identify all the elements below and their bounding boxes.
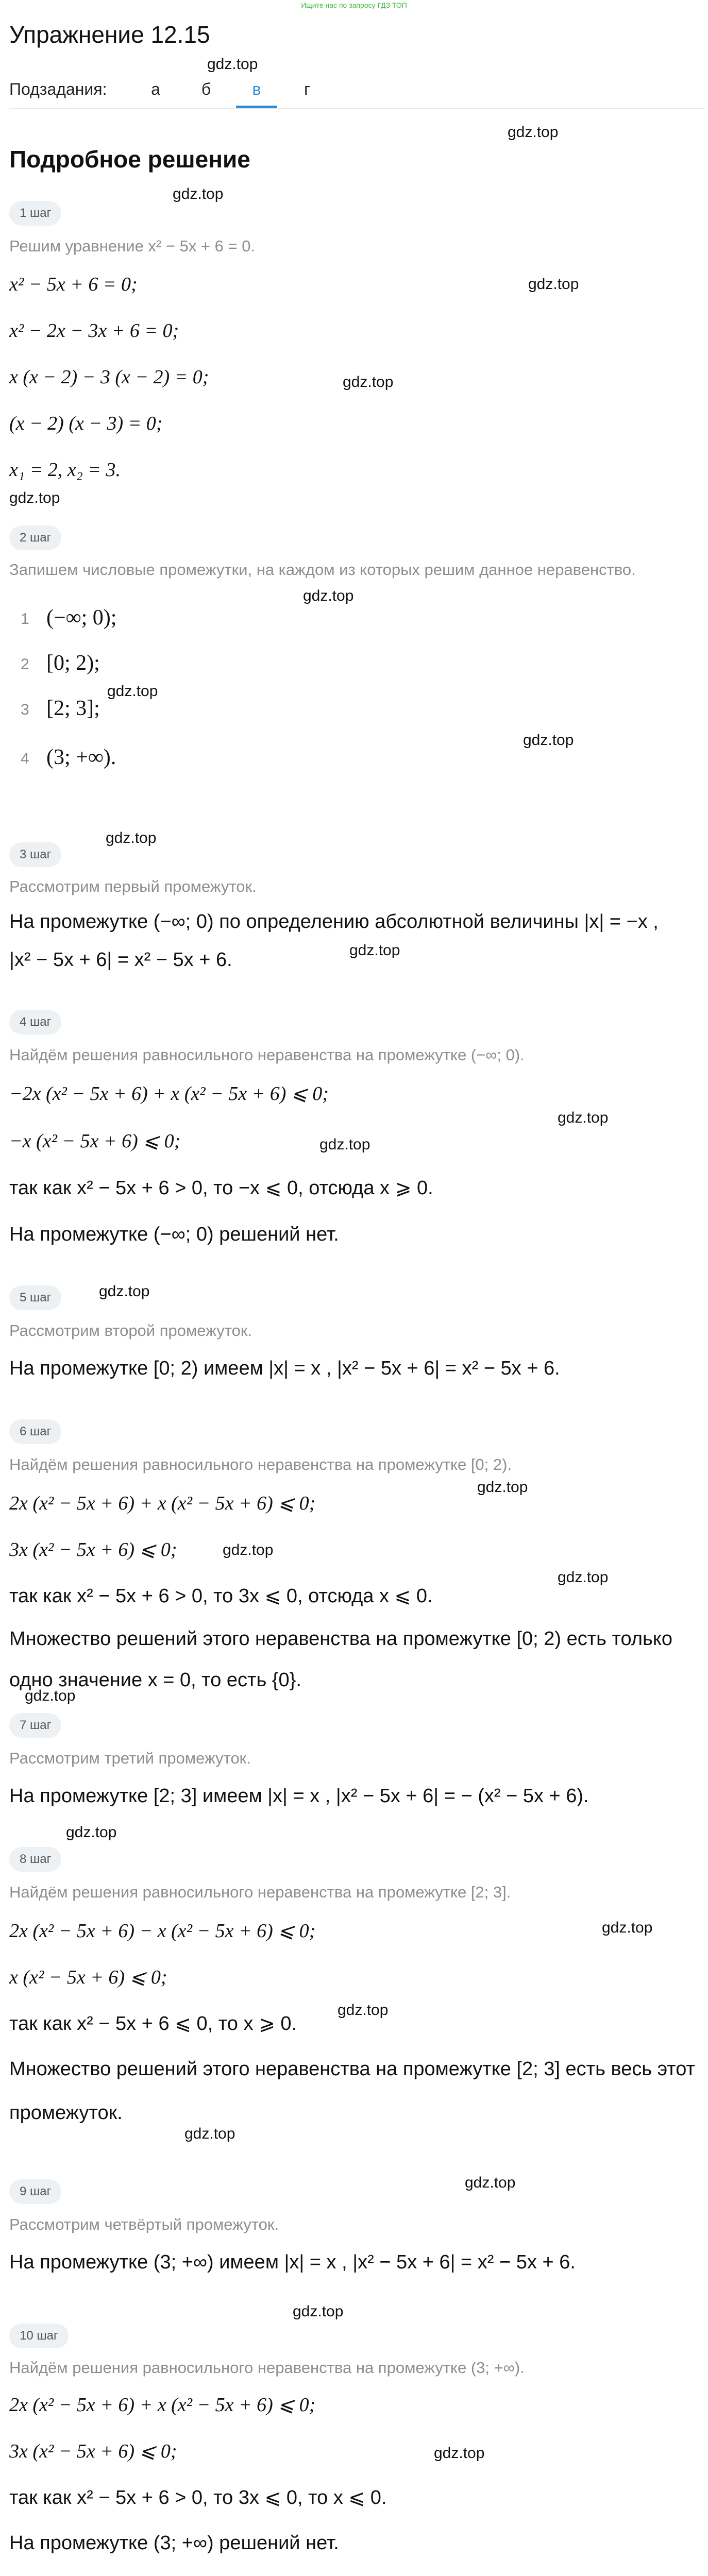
watermark: gdz.top xyxy=(508,124,559,141)
math-line: 2x (x² − 5x + 6) + x (x² − 5x + 6) ⩽ 0; xyxy=(9,2394,316,2416)
step-intro: Решим уравнение x² − 5x + 6 = 0. xyxy=(9,237,256,255)
solution-heading: Подробное решение xyxy=(9,146,250,173)
watermark: gdz.top xyxy=(523,732,574,749)
watermark: gdz.top xyxy=(319,1136,370,1153)
watermark: gdz.top xyxy=(99,1283,150,1300)
math-line: x² − 2x − 3x + 6 = 0; xyxy=(9,320,179,342)
text-line: так как x² − 5x + 6 > 0, то −x ⩽ 0, отсюда x ⩾ 0. xyxy=(9,1177,433,1199)
text-line: На промежутке [0; 2) имеем |x| = x , |x² − 5x + 6| = x² − 5x + 6. xyxy=(9,1358,560,1379)
watermark: gdz.top xyxy=(106,829,157,846)
text-line: так как x² − 5x + 6 > 0, то 3x ⩽ 0, отсюда x ⩽ 0. xyxy=(9,1585,433,1607)
watermark: gdz.top xyxy=(25,1687,76,1704)
step-badge: 5 шаг xyxy=(9,1285,61,1310)
step-badge: 2 шаг xyxy=(9,526,61,550)
watermark: gdz.top xyxy=(558,1569,609,1586)
math-line: −x (x² − 5x + 6) ⩽ 0; xyxy=(9,1130,181,1152)
step-intro: Рассмотрим четвёртый промежуток. xyxy=(9,2215,279,2233)
watermark: gdz.top xyxy=(293,2303,344,2320)
step-badge: 7 шаг xyxy=(9,1713,61,1738)
step-intro: Найдём решения равносильного неравенства на промежутке [0; 2). xyxy=(9,1455,512,1473)
watermark: gdz.top xyxy=(602,1919,653,1936)
step-intro: Рассмотрим второй промежуток. xyxy=(9,1321,252,1340)
list-number: 1 xyxy=(21,611,29,628)
math-line: (x − 2) (x − 3) = 0; xyxy=(9,413,163,434)
watermark: gdz.top xyxy=(9,489,60,506)
watermark: gdz.top xyxy=(173,185,224,202)
step-badge: 1 шаг xyxy=(9,201,61,226)
step-badge: 4 шаг xyxy=(9,1010,61,1035)
watermark: gdz.top xyxy=(207,56,258,73)
math-line: 3x (x² − 5x + 6) ⩽ 0; xyxy=(9,1539,177,1561)
step-intro: Рассмотрим первый промежуток. xyxy=(9,877,257,895)
math-line: 3x (x² − 5x + 6) ⩽ 0; xyxy=(9,2441,177,2462)
tab-b[interactable]: б xyxy=(201,80,211,98)
step-badge: 9 шаг xyxy=(9,2179,61,2204)
interval-item: [2; 3]; xyxy=(46,697,100,720)
text-line: На промежутке (3; +∞) решений нет. xyxy=(9,2532,339,2554)
step-badge: 6 шаг xyxy=(9,1419,61,1444)
step-badge: 8 шаг xyxy=(9,1847,61,1872)
math-line: x (x² − 5x + 6) ⩽ 0; xyxy=(9,1967,167,1988)
list-number: 4 xyxy=(21,750,29,767)
watermark: gdz.top xyxy=(349,942,400,959)
watermark: gdz.top xyxy=(477,1479,528,1496)
step-badge: 3 шаг xyxy=(9,842,61,867)
step-intro: Найдём решения равносильного неравенства на промежутке [2; 3]. xyxy=(9,1883,511,1901)
math-line: x² − 5x + 6 = 0; xyxy=(9,274,138,295)
tab-g[interactable]: г xyxy=(304,80,310,98)
math-line: x₁ = 2, x₂ = 3. xyxy=(9,459,121,481)
page-title: Упражнение 12.15 xyxy=(9,21,210,48)
tab-a[interactable]: а xyxy=(151,80,160,98)
subtasks-label: Подзадания: xyxy=(9,80,107,98)
step-intro: Рассмотрим третий промежуток. xyxy=(9,1749,251,1767)
text-line: промежуток. xyxy=(9,2102,123,2124)
tab-v-active[interactable]: в xyxy=(252,80,261,98)
watermark: gdz.top xyxy=(184,2125,235,2142)
interval-item: [0; 2); xyxy=(46,651,100,675)
text-line: На промежутке [2; 3] имеем |x| = x , |x² − 5x + 6| = − (x² − 5x + 6). xyxy=(9,1785,589,1807)
math-line: x (x − 2) − 3 (x − 2) = 0; xyxy=(9,366,209,388)
step-badge: 10 шаг xyxy=(9,2324,69,2348)
list-number: 3 xyxy=(21,701,29,718)
text-line: Множество решений этого неравенства на промежутке [0; 2) есть только xyxy=(9,1628,672,1650)
text-line: одно значение x = 0, то есть {0}. xyxy=(9,1669,301,1691)
watermark: gdz.top xyxy=(107,683,158,700)
divider xyxy=(9,108,705,109)
watermark: gdz.top xyxy=(343,374,394,391)
watermark: gdz.top xyxy=(338,2002,389,2019)
step-intro: Найдём решения равносильного неравенства на промежутке (3; +∞). xyxy=(9,2359,525,2377)
watermark: gdz.top xyxy=(434,2445,485,2462)
text-line: так как x² − 5x + 6 ⩽ 0, то x ⩾ 0. xyxy=(9,2013,297,2035)
math-line: −2x (x² − 5x + 6) + x (x² − 5x + 6) ⩽ 0; xyxy=(9,1083,329,1105)
text-line: На промежутке (−∞; 0) решений нет. xyxy=(9,1224,339,1245)
watermark: gdz.top xyxy=(465,2174,516,2191)
text-line: |x² − 5x + 6| = x² − 5x + 6. xyxy=(9,949,232,971)
watermark: gdz.top xyxy=(528,276,579,293)
top-note[interactable]: Ищите нас по запросу ГДЗ ТОП xyxy=(301,1,407,9)
interval-item: (−∞; 0); xyxy=(46,606,117,630)
watermark: gdz.top xyxy=(558,1109,609,1126)
math-line: 2x (x² − 5x + 6) − x (x² − 5x + 6) ⩽ 0; xyxy=(9,1920,316,1942)
text-line: Множество решений этого неравенства на промежутке [2; 3] есть весь этот xyxy=(9,2058,695,2080)
step-intro: Запишем числовые промежутки, на каждом из которых решим данное неравенство. xyxy=(9,561,636,579)
watermark: gdz.top xyxy=(303,587,354,604)
text-line: На промежутке (−∞; 0) по определению абсолютной величины |x| = −x , xyxy=(9,911,659,933)
watermark: gdz.top xyxy=(66,1824,117,1841)
text-line: На промежутке (3; +∞) имеем |x| = x , |x² − 5x + 6| = x² − 5x + 6. xyxy=(9,2251,576,2273)
interval-item: (3; +∞). xyxy=(46,745,116,769)
watermark: gdz.top xyxy=(223,1541,274,1558)
list-number: 2 xyxy=(21,656,29,673)
step-intro: Найдём решения равносильного неравенства на промежутке (−∞; 0). xyxy=(9,1046,525,1064)
math-line: 2x (x² − 5x + 6) + x (x² − 5x + 6) ⩽ 0; xyxy=(9,1493,316,1514)
text-line: так как x² − 5x + 6 > 0, то 3x ⩽ 0, то x ⩽ 0. xyxy=(9,2487,387,2509)
